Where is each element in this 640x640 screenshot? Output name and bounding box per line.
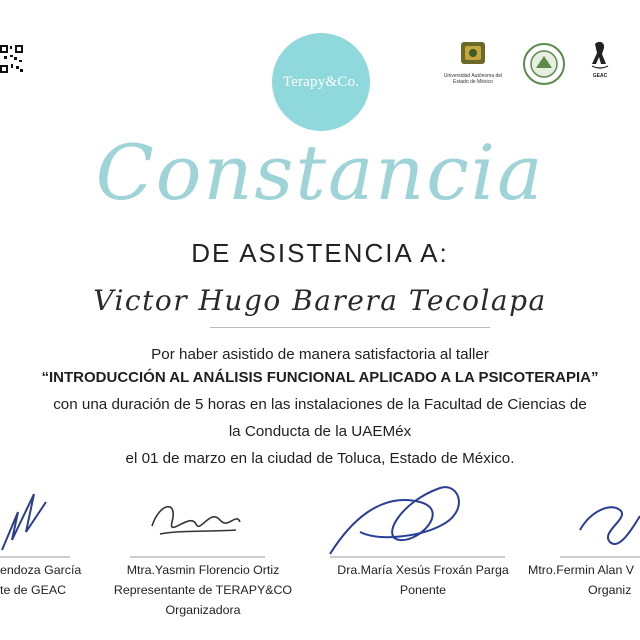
- signer-3-name: Dra.María Xesús Froxán Parga: [337, 563, 509, 577]
- signature-block-4: [528, 560, 640, 600]
- signer-1-role: te de GEAC: [0, 583, 67, 597]
- body-line-1: Por haber asistido de manera satisfactoria al taller: [151, 346, 489, 363]
- signature-4-scribble: [580, 507, 640, 544]
- body-line-5: el 01 de marzo en la ciudad de Toluca, Estado de México.: [125, 450, 515, 467]
- signature-2-scribble: [152, 507, 240, 534]
- signer-4-role: Organiz: [588, 583, 632, 597]
- signer-2-org: Organizadora: [165, 603, 241, 617]
- faculty-seal-icon: [522, 42, 566, 86]
- signature-block-3: [318, 560, 528, 600]
- signer-3-role: Ponente: [399, 583, 447, 597]
- geac-label: GEAC: [592, 73, 608, 79]
- university-name: Universidad Autónoma del Estado de México: [443, 73, 503, 85]
- uaem-shield-icon: [458, 40, 488, 66]
- name-underline: [210, 327, 490, 328]
- signer-4-name: Mtro.Fermin Alan V: [528, 563, 635, 577]
- qr-code-icon: [0, 44, 24, 74]
- signature-3-scribble: [330, 487, 459, 554]
- body-line-4: la Conducta de la UAEMéx: [228, 423, 412, 440]
- signer-2-role: Representante de TERAPY&CO: [113, 583, 293, 597]
- signer-2-name: Mtra.Yasmin Florencio Ortiz: [126, 563, 280, 577]
- geac-figure-icon: [587, 40, 613, 70]
- uaem-logo: [441, 40, 505, 85]
- workshop-title: “INTRODUCCIÓN AL ANÁLISIS FUNCIONAL APLICADO A LA PSICOTERAPIA”: [41, 369, 599, 386]
- geac-logo: [586, 40, 614, 79]
- certificate-subtitle: DE ASISTENCIA A:: [191, 238, 449, 268]
- signatures-graphics: [0, 482, 640, 562]
- signer-1-name: endoza García: [0, 563, 82, 577]
- terapy-logo: [272, 33, 370, 131]
- signature-block-1: [0, 560, 95, 600]
- signature-1-scribble: [2, 494, 46, 550]
- logo-text: Terapy&Co.: [282, 73, 360, 90]
- recipient-name: Victor Hugo Barera Tecolapa: [93, 284, 547, 317]
- body-line-3: con una duración de 5 horas en las instalaciones de la Facultad de Ciencias de: [53, 396, 587, 413]
- certificate-title: Constancia: [95, 128, 545, 217]
- signature-block-2: [98, 560, 308, 620]
